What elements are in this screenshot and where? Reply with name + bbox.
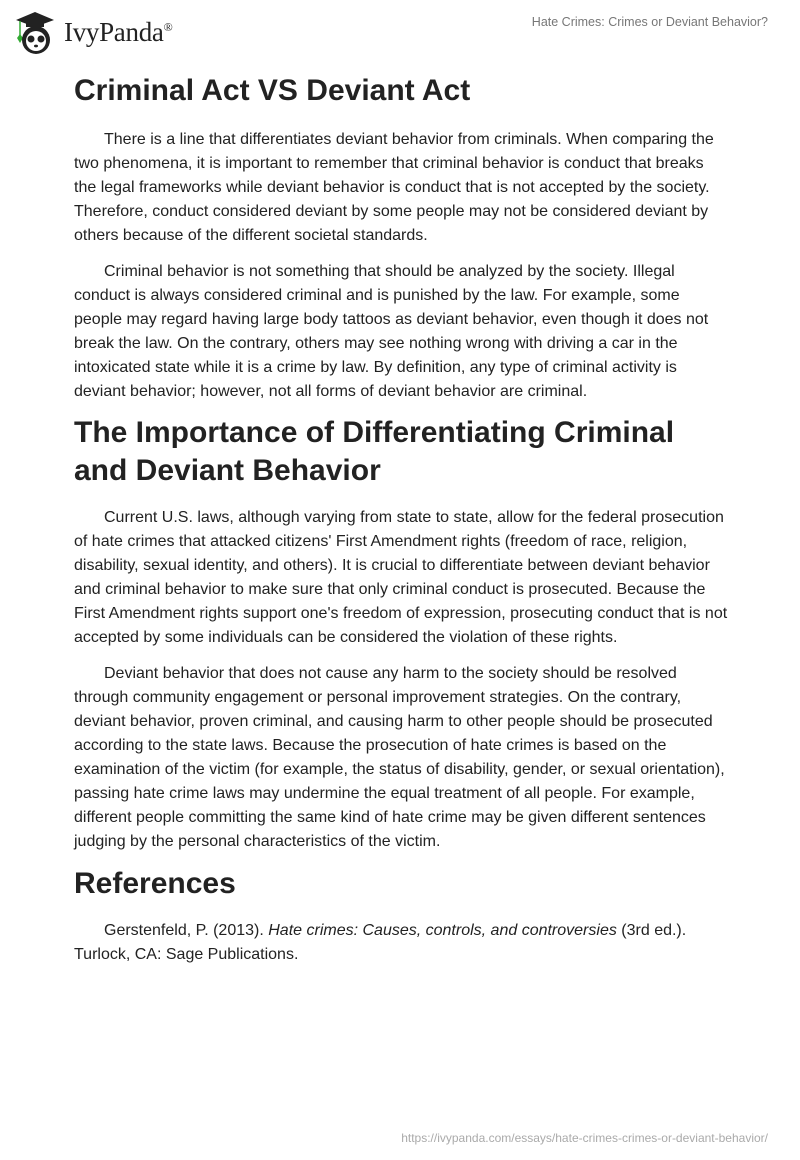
ivypanda-logo[interactable] xyxy=(12,8,172,56)
reference-item: Gerstenfeld, P. (2013). Hate crimes: Causes, controls, and controversies (3rd ed.). Turlock, CA: Sage Publications. xyxy=(74,922,687,963)
essay-content xyxy=(74,70,730,967)
paragraph: There is a line that differentiates deviant behavior from criminals. When comparing the two phenomena, it is important to remember that criminal behavior is conduct that breaks the legal frameworks while deviant behavior is conduct that is not accepted by the society. Therefore, conduct considered deviant by some people may not be considered deviant by others because of the different societal standards. xyxy=(74,131,714,244)
section-heading: The Importance of Differentiating Criminal and Deviant Behavior xyxy=(74,416,675,487)
paragraph: Criminal behavior is not something that should be analyzed by the society. Illegal conduct is always considered criminal and is punished by the law. For example, some people may regard having large body tattoos as deviant behavior, even though it does not break the law. On the contrary, others may see nothing wrong with driving a car in the intoxicated state while it is a crime by law. By definition, any type of criminal activity is deviant behavior; however, not all forms of deviant behavior are criminal. xyxy=(74,263,709,400)
paragraph: Current U.S. laws, although varying from state to state, allow for the federal prosecution of hate crimes that attacked citizens' First Amendment rights (freedom of race, religion, disability, sexual identity, and others). It is crucial to differentiate between deviant behavior and criminal behavior to make sure that only criminal conduct is prosecuted. Because the First Amendment rights support one's freedom of expression, prosecuting conduct that is not accepted by some individuals can be considered the violation of these rights. xyxy=(74,509,728,646)
section-heading: Criminal Act VS Deviant Act xyxy=(74,74,471,107)
paragraph: Deviant behavior that does not cause any harm to the society should be resolved through community engagement or personal improvement strategies. On the contrary, deviant behavior, proven criminal, and causing harm to other people should be prosecuted according to the state laws. Because the prosecution of hate crimes is based on the examination of the victim (for example, the status of disability, gender, or sexual orientation), passing hate crime laws may undermine the equal treatment of all people. For example, different people committing the same kind of hate crime may be given different sentences judging by the personal characteristics of the victim. xyxy=(74,665,725,850)
references-heading: References xyxy=(74,867,236,900)
logo-text: IvyPanda® xyxy=(64,16,173,47)
page-header xyxy=(0,0,800,60)
document-title: Hate Crimes: Crimes or Deviant Behavior? xyxy=(531,15,768,29)
source-url[interactable]: https://ivypanda.com/essays/hate-crimes-crimes-or-deviant-behavior/ xyxy=(401,1131,768,1145)
panda-logo-icon xyxy=(12,8,58,56)
